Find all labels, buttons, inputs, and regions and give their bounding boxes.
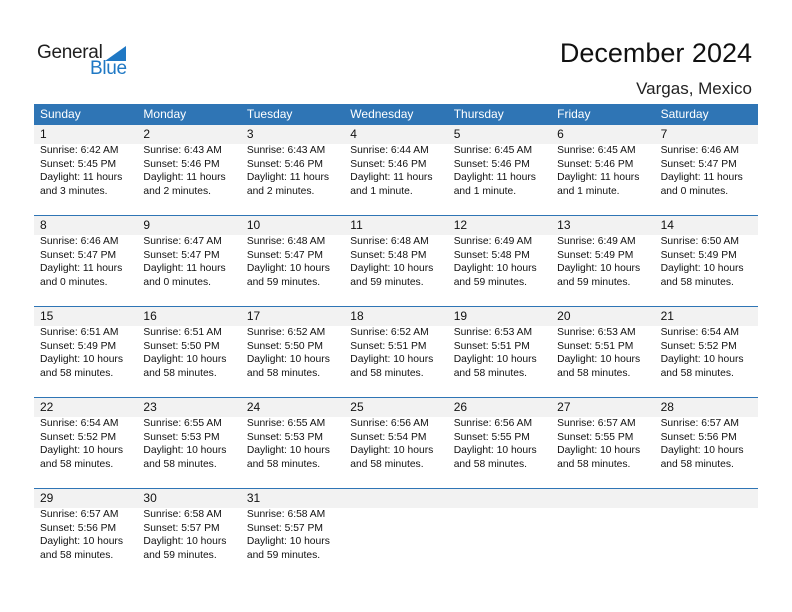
day-sun-info [247, 326, 344, 380]
daylight-minutes-text: and 1 minute. [557, 185, 620, 197]
empty-day-cell [551, 489, 654, 579]
daylight-minutes-text: and 1 minute. [453, 185, 517, 197]
daylight-minutes-text: and 58 minutes. [40, 549, 114, 561]
week-row [34, 306, 758, 397]
sunrise-text: Sunrise: 6:52 AM [246, 327, 326, 338]
day-sun-info [143, 144, 240, 198]
day-sun-info [454, 326, 551, 380]
day-cell [344, 398, 447, 488]
day-sun-info [557, 326, 654, 380]
sunset-text: Sunset: 5:49 PM [40, 340, 117, 352]
day-cell [241, 307, 344, 397]
day-sun-info [143, 326, 240, 380]
day-cell [448, 216, 551, 306]
day-cell [137, 125, 240, 215]
daylight-minutes-text: and 58 minutes. [453, 367, 527, 379]
sunset-text: Sunset: 5:57 PM [143, 522, 220, 534]
daylight-text: Daylight: 10 hours [246, 354, 330, 366]
day-cell [344, 216, 447, 306]
daylight-text: Daylight: 10 hours [350, 445, 434, 457]
sunrise-text: Sunrise: 6:56 AM [350, 418, 429, 429]
day-number: 21 [660, 309, 674, 323]
daylight-minutes-text: and 59 minutes. [350, 276, 424, 288]
daylight-text: Daylight: 10 hours [557, 263, 641, 275]
daylight-text: Daylight: 10 hours [40, 354, 123, 366]
day-cell [551, 125, 654, 215]
day-cell [137, 489, 240, 579]
sunset-text: Sunset: 5:53 PM [143, 431, 220, 443]
day-number: 3 [246, 127, 254, 141]
week-row [34, 215, 758, 306]
day-number: 24 [246, 400, 261, 414]
daylight-text: Daylight: 10 hours [660, 354, 744, 366]
day-number: 16 [143, 309, 157, 323]
sunrise-text: Sunrise: 6:57 AM [40, 509, 119, 520]
daylight-text: Daylight: 10 hours [557, 354, 641, 366]
weekday-header-sunday: Sunday [40, 107, 81, 121]
sunset-text: Sunset: 5:49 PM [557, 249, 634, 261]
daylight-minutes-text: and 59 minutes. [453, 276, 527, 288]
daylight-minutes-text: and 59 minutes. [246, 549, 321, 561]
day-number: 1 [40, 127, 47, 141]
day-sun-info [661, 326, 758, 380]
sunset-text: Sunset: 5:50 PM [246, 340, 323, 352]
day-sun-info [40, 144, 137, 198]
sunrise-text: Sunrise: 6:42 AM [40, 145, 119, 156]
sunrise-text: Sunrise: 6:45 AM [557, 145, 636, 156]
day-number: 19 [453, 309, 468, 323]
day-sun-info [350, 144, 447, 198]
day-cell [448, 398, 551, 488]
day-number: 7 [660, 127, 668, 141]
sunset-text: Sunset: 5:54 PM [350, 431, 427, 443]
sunrise-text: Sunrise: 6:56 AM [453, 418, 533, 429]
day-number: 26 [453, 400, 468, 414]
sunset-text: Sunset: 5:56 PM [40, 522, 117, 534]
sunrise-text: Sunrise: 6:44 AM [350, 145, 429, 156]
day-cell [137, 398, 240, 488]
day-sun-info [247, 417, 344, 471]
daylight-text: Daylight: 10 hours [143, 445, 227, 457]
sunrise-text: Sunrise: 6:46 AM [40, 236, 119, 247]
day-sun-info [557, 235, 654, 289]
weekday-header-thursday: Thursday [453, 107, 504, 121]
sunrise-text: Sunrise: 6:43 AM [143, 145, 222, 156]
daylight-minutes-text: and 58 minutes. [246, 458, 321, 470]
day-cell [344, 307, 447, 397]
day-sun-info [40, 326, 137, 380]
day-sun-info [557, 417, 654, 471]
daylight-text: Daylight: 11 hours [660, 172, 743, 184]
sunrise-text: Sunrise: 6:45 AM [453, 145, 533, 156]
daylight-text: Daylight: 10 hours [246, 536, 330, 548]
day-number: 15 [40, 309, 54, 323]
day-number: 22 [40, 400, 54, 414]
day-cell [655, 125, 758, 215]
day-sun-info [40, 235, 137, 289]
location-label: Vargas, Mexico [636, 79, 752, 98]
daylight-minutes-text: and 0 minutes. [660, 185, 729, 197]
weeks-container [34, 125, 758, 579]
daylight-minutes-text: and 58 minutes. [660, 276, 734, 288]
sunset-text: Sunset: 5:46 PM [246, 158, 323, 170]
sunrise-text: Sunrise: 6:57 AM [557, 418, 636, 429]
sunrise-text: Sunrise: 6:52 AM [350, 327, 429, 338]
day-cell [34, 489, 137, 579]
day-number: 5 [453, 127, 461, 141]
daylight-minutes-text: and 58 minutes. [246, 367, 321, 379]
day-number: 20 [557, 309, 571, 323]
sunrise-text: Sunrise: 6:55 AM [143, 418, 222, 429]
sunset-text: Sunset: 5:52 PM [40, 431, 117, 443]
daylight-text: Daylight: 10 hours [453, 263, 537, 275]
week-grid [34, 398, 758, 488]
sunset-text: Sunset: 5:56 PM [660, 431, 737, 443]
sunrise-text: Sunrise: 6:51 AM [143, 327, 222, 338]
week-grid [34, 307, 758, 397]
sunset-text: Sunset: 5:47 PM [143, 249, 220, 261]
day-cell [551, 216, 654, 306]
sunrise-text: Sunrise: 6:54 AM [660, 327, 739, 338]
weekday-header-tuesday: Tuesday [246, 107, 293, 121]
day-cell [448, 307, 551, 397]
daylight-text: Daylight: 10 hours [350, 354, 434, 366]
day-number: 10 [246, 218, 261, 232]
week-grid [34, 125, 758, 215]
day-sun-info [454, 417, 551, 471]
sunset-text: Sunset: 5:47 PM [660, 158, 737, 170]
day-cell [448, 125, 551, 215]
daylight-minutes-text: and 58 minutes. [453, 458, 527, 470]
logo-text-blue: Blue [90, 58, 127, 79]
sunset-text: Sunset: 5:51 PM [557, 340, 634, 352]
day-number: 9 [143, 218, 151, 232]
day-sun-info [557, 144, 654, 198]
daylight-minutes-text: and 2 minutes. [246, 185, 315, 197]
sunset-text: Sunset: 5:50 PM [143, 340, 220, 352]
daylight-text: Daylight: 11 hours [557, 172, 640, 184]
daylight-minutes-text: and 58 minutes. [660, 367, 734, 379]
daylight-text: Daylight: 10 hours [40, 445, 123, 457]
sunset-text: Sunset: 5:51 PM [453, 340, 530, 352]
daylight-text: Daylight: 11 hours [40, 263, 123, 275]
daylight-text: Daylight: 10 hours [660, 445, 744, 457]
daylight-minutes-text: and 59 minutes. [143, 549, 217, 561]
week-row [34, 488, 758, 579]
daylight-text: Daylight: 10 hours [143, 354, 227, 366]
day-number: 4 [350, 127, 357, 141]
page-title: December 2024 [559, 38, 752, 68]
day-cell [34, 398, 137, 488]
sunrise-text: Sunrise: 6:58 AM [246, 509, 326, 520]
daylight-minutes-text: and 58 minutes. [557, 367, 631, 379]
logo-text-general: General [37, 42, 103, 63]
day-cell [241, 398, 344, 488]
day-sun-info [454, 144, 551, 198]
sunrise-text: Sunrise: 6:49 AM [453, 236, 533, 247]
sunrise-text: Sunrise: 6:46 AM [660, 145, 739, 156]
daylight-minutes-text: and 58 minutes. [557, 458, 631, 470]
sunset-text: Sunset: 5:47 PM [40, 249, 117, 261]
sunrise-text: Sunrise: 6:47 AM [143, 236, 222, 247]
daylight-minutes-text: and 0 minutes. [143, 276, 211, 288]
week-row [34, 397, 758, 488]
daylight-text: Daylight: 11 hours [40, 172, 123, 184]
sunrise-text: Sunrise: 6:53 AM [453, 327, 533, 338]
sunrise-text: Sunrise: 6:53 AM [557, 327, 636, 338]
sunrise-text: Sunrise: 6:55 AM [246, 418, 326, 429]
day-number: 18 [350, 309, 364, 323]
day-cell [551, 398, 654, 488]
sunset-text: Sunset: 5:55 PM [557, 431, 634, 443]
daylight-text: Daylight: 10 hours [350, 263, 434, 275]
day-sun-info [350, 235, 447, 289]
sunset-text: Sunset: 5:49 PM [660, 249, 737, 261]
daylight-minutes-text: and 2 minutes. [143, 185, 211, 197]
daylight-text: Daylight: 11 hours [453, 172, 536, 184]
weekday-header-wednesday: Wednesday [350, 107, 414, 121]
day-cell [34, 216, 137, 306]
day-sun-info [247, 508, 344, 562]
calendar-grid [34, 104, 758, 579]
sunset-text: Sunset: 5:52 PM [660, 340, 737, 352]
sunset-text: Sunset: 5:46 PM [557, 158, 634, 170]
sunrise-text: Sunrise: 6:51 AM [40, 327, 119, 338]
day-sun-info [40, 417, 137, 471]
sunset-text: Sunset: 5:48 PM [350, 249, 427, 261]
daylight-minutes-text: and 58 minutes. [40, 458, 114, 470]
day-sun-info [143, 417, 240, 471]
day-cell [655, 398, 758, 488]
day-cell [34, 307, 137, 397]
daylight-text: Daylight: 10 hours [453, 354, 537, 366]
weekday-header-row [34, 104, 758, 125]
day-number: 6 [557, 127, 564, 141]
day-number: 23 [143, 400, 157, 414]
day-sun-info [661, 144, 758, 198]
weekday-header-monday: Monday [143, 107, 187, 121]
day-number: 17 [246, 309, 261, 323]
day-cell [137, 307, 240, 397]
daylight-text: Daylight: 10 hours [246, 263, 330, 275]
day-sun-info [350, 326, 447, 380]
sunrise-text: Sunrise: 6:49 AM [557, 236, 636, 247]
sunset-text: Sunset: 5:46 PM [143, 158, 220, 170]
daylight-minutes-text: and 58 minutes. [143, 458, 217, 470]
logo [37, 42, 137, 82]
day-sun-info [40, 508, 137, 562]
day-number: 25 [350, 400, 364, 414]
daylight-text: Daylight: 10 hours [40, 536, 123, 548]
daylight-text: Daylight: 11 hours [246, 172, 330, 184]
daylight-text: Daylight: 11 hours [350, 172, 433, 184]
daylight-text: Daylight: 11 hours [143, 263, 226, 275]
daylight-minutes-text: and 59 minutes. [557, 276, 631, 288]
daylight-text: Daylight: 10 hours [143, 536, 227, 548]
day-sun-info [350, 417, 447, 471]
day-cell [241, 216, 344, 306]
daylight-minutes-text: and 3 minutes. [40, 185, 108, 197]
day-cell [655, 216, 758, 306]
day-cell [137, 216, 240, 306]
daylight-text: Daylight: 10 hours [246, 445, 330, 457]
daylight-minutes-text: and 58 minutes. [660, 458, 734, 470]
day-cell [241, 489, 344, 579]
daylight-minutes-text: and 1 minute. [350, 185, 413, 197]
sunrise-text: Sunrise: 6:43 AM [246, 145, 326, 156]
day-number: 31 [246, 491, 261, 505]
sunset-text: Sunset: 5:55 PM [453, 431, 530, 443]
day-cell [551, 307, 654, 397]
daylight-minutes-text: and 58 minutes. [350, 458, 424, 470]
day-number: 11 [350, 218, 363, 232]
sunset-text: Sunset: 5:48 PM [453, 249, 530, 261]
empty-day-cell [655, 489, 758, 579]
day-sun-info [661, 417, 758, 471]
sunset-text: Sunset: 5:45 PM [40, 158, 117, 170]
sunrise-text: Sunrise: 6:48 AM [246, 236, 326, 247]
day-sun-info [454, 235, 551, 289]
day-number: 8 [40, 218, 47, 232]
day-cell [655, 307, 758, 397]
day-sun-info [247, 144, 344, 198]
day-number: 29 [40, 491, 54, 505]
daylight-minutes-text: and 58 minutes. [40, 367, 114, 379]
sunset-text: Sunset: 5:47 PM [246, 249, 323, 261]
day-sun-info [143, 235, 240, 289]
week-grid [34, 489, 758, 579]
empty-day-cell [448, 489, 551, 579]
daylight-text: Daylight: 10 hours [660, 263, 744, 275]
day-number: 14 [660, 218, 674, 232]
sunrise-text: Sunrise: 6:58 AM [143, 509, 222, 520]
day-number: 28 [660, 400, 674, 414]
sunset-text: Sunset: 5:46 PM [453, 158, 530, 170]
empty-day-cell [344, 489, 447, 579]
sunrise-text: Sunrise: 6:57 AM [660, 418, 739, 429]
week-row [34, 125, 758, 215]
daylight-text: Daylight: 10 hours [557, 445, 641, 457]
weekday-header-saturday: Saturday [660, 107, 709, 121]
daylight-minutes-text: and 0 minutes. [40, 276, 108, 288]
day-sun-info [661, 235, 758, 289]
sunrise-text: Sunrise: 6:48 AM [350, 236, 429, 247]
day-number: 12 [453, 218, 468, 232]
daylight-minutes-text: and 59 minutes. [246, 276, 321, 288]
day-sun-info [247, 235, 344, 289]
daylight-text: Daylight: 11 hours [143, 172, 226, 184]
day-sun-info [143, 508, 240, 562]
day-cell [34, 125, 137, 215]
daylight-minutes-text: and 58 minutes. [143, 367, 217, 379]
day-cell [241, 125, 344, 215]
day-number: 2 [143, 127, 151, 141]
day-number: 30 [143, 491, 157, 505]
day-number: 13 [557, 218, 571, 232]
day-cell [344, 125, 447, 215]
sunset-text: Sunset: 5:57 PM [246, 522, 323, 534]
sunset-text: Sunset: 5:51 PM [350, 340, 427, 352]
sunrise-text: Sunrise: 6:50 AM [660, 236, 739, 247]
week-grid [34, 216, 758, 306]
weekday-header-friday: Friday [557, 107, 591, 121]
sunset-text: Sunset: 5:53 PM [246, 431, 323, 443]
sunrise-text: Sunrise: 6:54 AM [40, 418, 119, 429]
daylight-text: Daylight: 10 hours [453, 445, 537, 457]
daylight-minutes-text: and 58 minutes. [350, 367, 424, 379]
sunset-text: Sunset: 5:46 PM [350, 158, 427, 170]
day-number: 27 [557, 400, 571, 414]
